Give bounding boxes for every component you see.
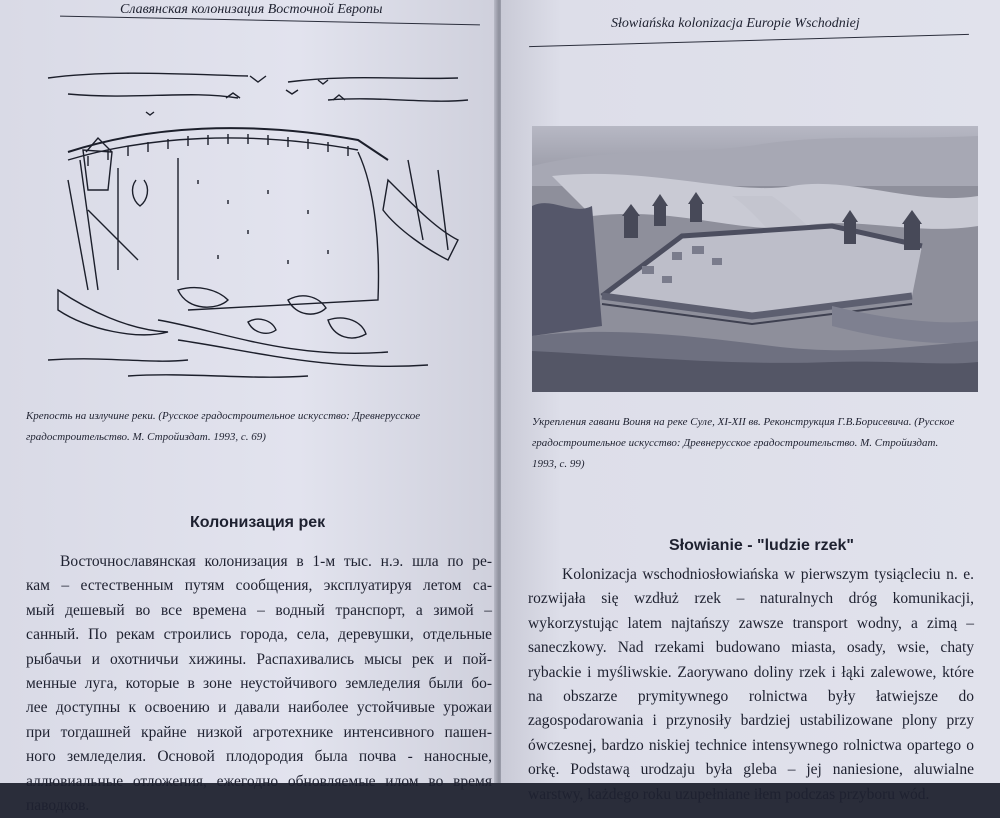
header-rule [529,34,969,47]
body-line: na obszarze prymitywnego rolnictwa były łatwiejsze do [528,688,974,706]
right-page [501,0,1000,803]
body-line: кам – естественным путям сообщения, эксплуатируя летом са- [26,577,492,595]
caption-line: 1993, с. 99) [532,458,585,470]
running-head: Słowiańska kolonizacja Europie Wschodniej [611,16,860,31]
figure-caption [532,412,976,475]
body-line: при тогдашней крайне низкой агротехнике интенсивного пашен- [26,723,492,741]
body-line: рыбачьи и охотничьи хижины. Распахивались мысы рек и пой- [26,650,492,668]
body-line: wykorzystując latem najtańszy zawsze transport wodny, a zimą – [528,614,974,632]
body-line: rybackie i myśliwskie. Zaorywano doliny rzek i łąki zalewowe, które [528,663,974,681]
caption-line: градостроительство. М. Стройиздат. 1993, с. 69) [26,431,266,443]
caption-line: градостроительное искусство: Древнерусское градостроительство. М. Стройиздат. [532,437,939,449]
harbor-fortification-reconstruction-illustration [532,126,978,392]
body-line: лее доступны к освоению и давали наиболее устойчивые урожаи [26,699,492,717]
body-line: паводков. [26,797,90,815]
left-page [0,0,497,815]
body-line: аллювиальные отложения, ежегодно обновляемые илом во время [26,772,492,790]
section-title: Колонизация рек [190,514,326,531]
running-head: Славянская колонизация Восточной Европы [120,2,383,17]
figure-caption [26,406,486,448]
fortress-sketch-illustration [28,60,468,390]
body-line: orkę. Podstawą urodzaju była gleba – jej naniesione, aluwialne [528,761,974,779]
body-line: санный. По рекам строились города, села, деревушки, отдельные [26,626,492,644]
body-line: saneczkowy. Nad rzekami budowano miasta, osady, wsie, chaty [528,639,974,657]
body-text [528,563,974,807]
section-title: Słowianie - "ludzie rzek" [669,537,854,554]
body-line: ного земледелия. Основой плодородия была почва - наносные, [26,748,492,766]
body-line: zagospodarowania i przynosiły bardziej ustabilizowane plony przy [528,712,974,730]
body-line: мый дешевый во все времена – водный транспорт, а зимой – [26,601,492,619]
caption-line: Крепость на излучине реки. (Русское градостроительное искусство: Древнерусское [26,410,421,422]
body-line: менные луга, которые в зоне неустойчивого земледелия были бо- [26,675,492,693]
body-text [26,550,492,818]
body-line: Восточнославянская колонизация в 1-м тыс. н.э. шла по ре- [60,553,492,570]
body-line: rozwijała się wzdłuż rzek – naturalnych dróg komunikacji, [528,590,974,608]
body-line: Kolonizacja wschodniosłowiańska w pierwszym tysiącleciu n. e. [562,566,974,583]
caption-line: Укрепления гавани Воиня на реке Суле, XI-XII вв. Реконструкция Г.В.Борисевича. (Русское [532,416,955,428]
body-line: ówczesnej, bardzo niskiej technice intensywnego rolnictwa opartego o [528,736,974,754]
body-line: warstwy, każdego roku uzupełniane iłem podczas przyboru wód. [528,785,930,803]
